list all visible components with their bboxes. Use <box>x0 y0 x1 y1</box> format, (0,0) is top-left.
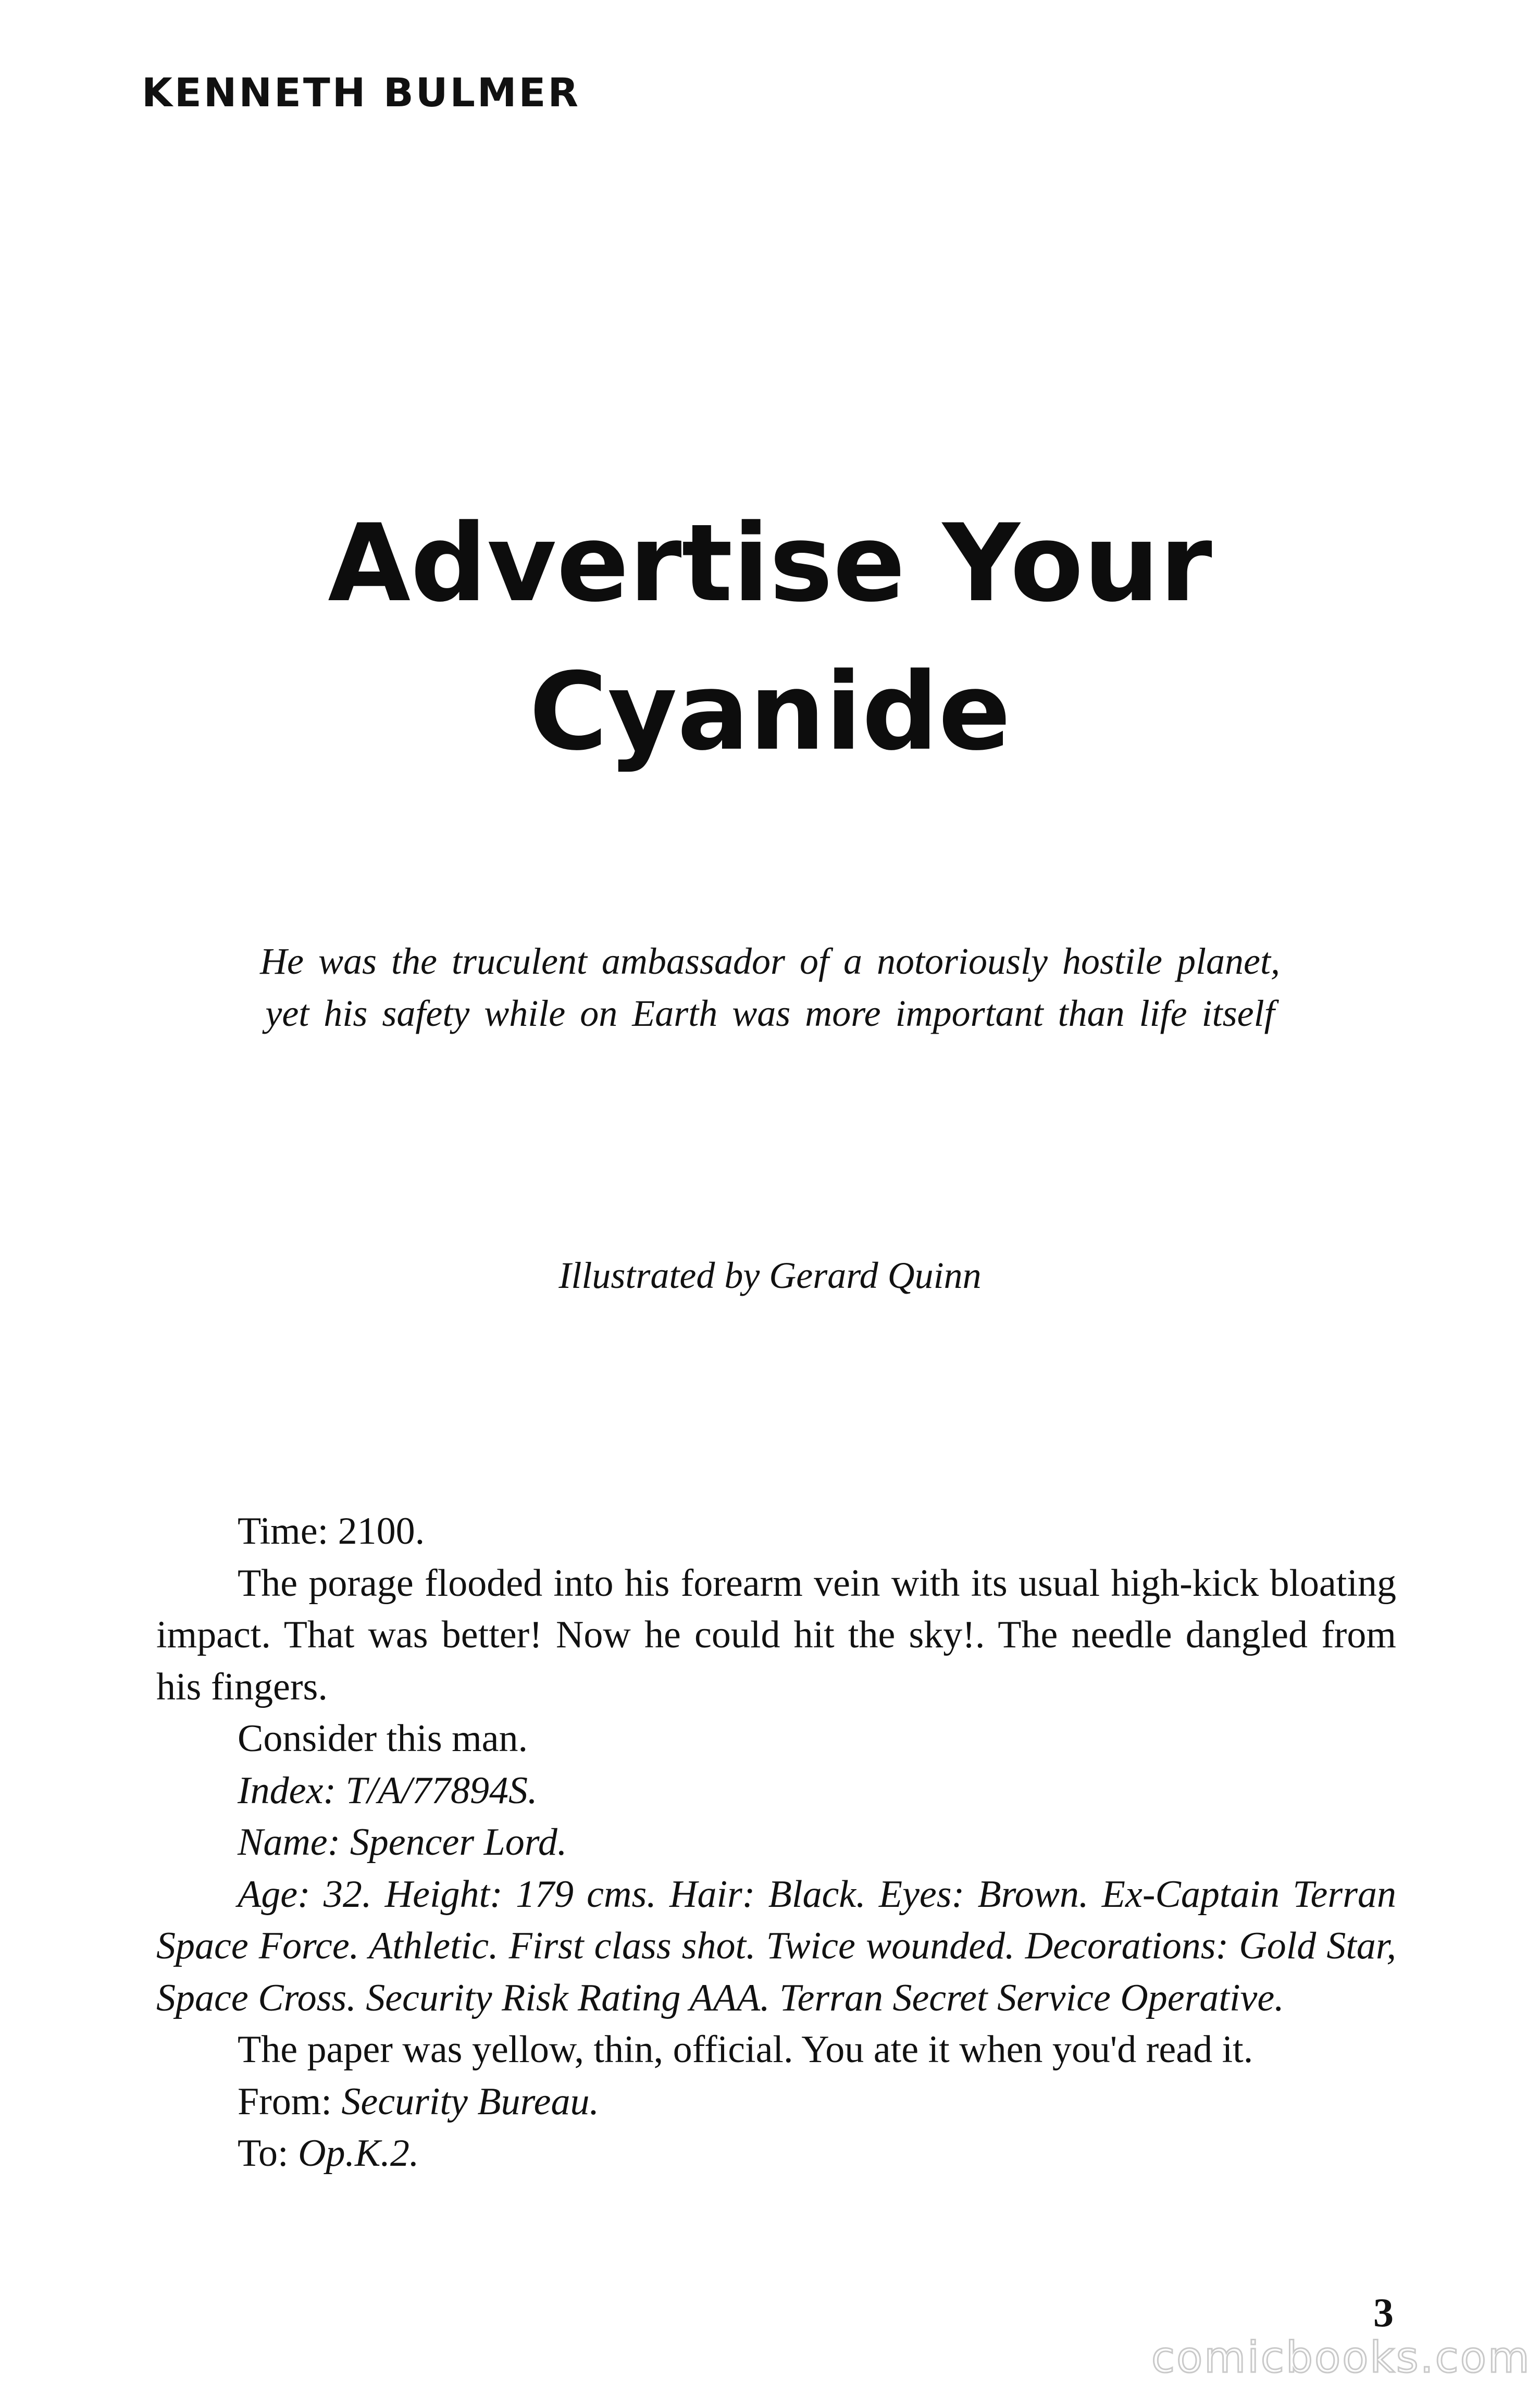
author-name: KENNETH BULMER <box>142 69 580 116</box>
story-title-line-2: Cyanide <box>529 650 1011 774</box>
blurb-line-2: yet his safety while on Earth was more important than life itself <box>265 992 1275 1034</box>
index-line: Index: T/A/77894S. <box>238 1769 538 1812</box>
time-value: 2100. <box>338 1510 425 1553</box>
story-title <box>0 490 1540 787</box>
from-label: From: <box>238 2080 332 2123</box>
watermark-text: comicbooks.com <box>1151 2333 1531 2383</box>
time-line <box>156 1506 1396 1558</box>
story-blurb <box>0 935 1540 1039</box>
name-line: Name: Spencer Lord. <box>238 1821 567 1864</box>
details-paragraph: Age: 32. Height: 179 cms. Hair: Black. Eyes: Brown. Ex-Captain Terran Space Force. Athletic. First class shot. Twice wounded. Decorations: Gold Star, Space Cross. Security Risk Rating AAA. Terran Secret Service Operative. <box>156 1872 1396 2019</box>
from-value: Security Bureau. <box>341 2080 599 2123</box>
to-value: Op.K.2. <box>298 2132 419 2175</box>
blurb-line-1: He was the truculent ambassador of a notoriously hostile planet, <box>260 940 1280 982</box>
paragraph-porage: The porage flooded into his forearm vein with its usual high-kick bloating impact. That was better! Now he could hit the sky!. The needle dangled from his fingers. <box>156 1561 1396 1708</box>
to-line <box>156 2128 1396 2180</box>
paragraph-paper: The paper was yellow, thin, official. You ate it when you'd read it. <box>238 2028 1253 2071</box>
story-body <box>156 1506 1396 2180</box>
illustrator-credit: Illustrated by Gerard Quinn <box>558 1255 982 1296</box>
from-line <box>156 2076 1396 2128</box>
time-label: Time: <box>238 1510 329 1553</box>
story-title-line-1: Advertise Your <box>328 502 1212 626</box>
page-number: 3 <box>1373 2290 1394 2335</box>
to-label: To: <box>238 2132 289 2175</box>
paragraph-consider: Consider this man. <box>238 1717 528 1760</box>
